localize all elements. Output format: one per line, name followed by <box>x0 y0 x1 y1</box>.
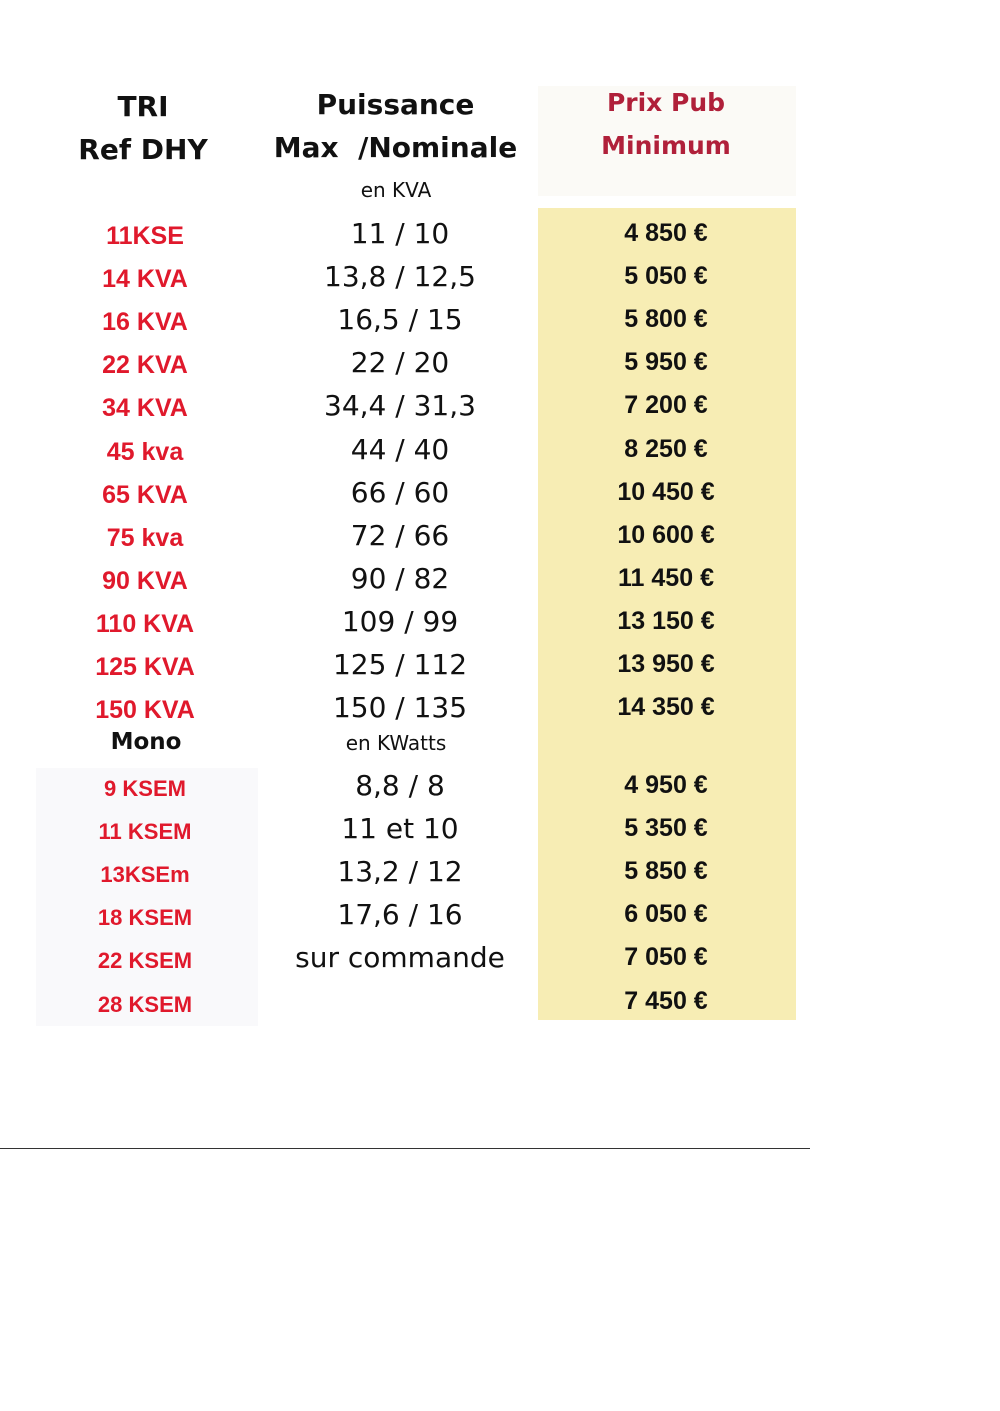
table-row <box>0 474 1000 517</box>
row-ref: 90 KVA <box>102 566 188 595</box>
table-row <box>0 767 1000 810</box>
row-ref: 45 kva <box>106 437 184 466</box>
row-price: 5 850 € <box>624 857 708 886</box>
header-ref-line1: TRI <box>117 90 169 123</box>
row-price: 13 150 € <box>617 606 715 635</box>
table-row <box>0 301 1000 344</box>
table-row <box>0 258 1000 301</box>
table-row <box>0 517 1000 560</box>
mono-unit-label: en KWatts <box>345 731 447 755</box>
row-price: 7 450 € <box>624 986 708 1015</box>
row-ref: 28 KSEM <box>97 991 193 1017</box>
row-power: 17,6 / 16 <box>337 898 463 932</box>
row-power: 22 / 20 <box>350 346 450 380</box>
row-ref: 125 KVA <box>95 653 195 681</box>
row-price: 5 800 € <box>624 305 708 334</box>
column-header-price <box>560 81 772 167</box>
row-power: 72 / 66 <box>350 518 450 552</box>
row-price: 14 350 € <box>617 693 715 722</box>
row-price: 7 050 € <box>624 943 708 972</box>
row-price: 11 450 € <box>618 563 714 592</box>
bottom-rule <box>0 1148 810 1149</box>
row-price: 4 850 € <box>624 219 708 247</box>
row-power: 66 / 60 <box>350 475 450 509</box>
row-power: 8,8 / 8 <box>355 769 445 802</box>
row-price: 13 950 € <box>617 650 715 678</box>
table-row <box>0 387 1000 430</box>
table-row <box>0 344 1000 387</box>
row-price: 5 050 € <box>624 262 708 291</box>
row-ref: 75 kva <box>106 523 184 552</box>
column-header-power <box>258 83 533 169</box>
table-row <box>0 896 1000 939</box>
row-ref: 16 KVA <box>102 308 188 337</box>
row-power: 90 / 82 <box>350 561 450 595</box>
row-power: 150 / 135 <box>332 691 468 725</box>
header-ref-line2: Ref DHY <box>78 133 208 166</box>
row-price: 6 050 € <box>624 900 708 929</box>
row-ref: 11 KSEM <box>98 819 192 845</box>
row-ref: 22 KSEM <box>97 948 193 974</box>
row-power: sur commande <box>295 941 505 975</box>
row-power: 11 / 10 <box>350 217 450 250</box>
header-power-line2: Max /Nominale <box>273 131 518 164</box>
table-row <box>0 810 1000 853</box>
row-ref: 14 KVA <box>102 265 188 294</box>
table-row <box>0 215 1000 258</box>
row-power: 11 et 10 <box>341 812 459 846</box>
table-row <box>0 983 1000 1026</box>
row-ref: 110 KVA <box>95 609 195 638</box>
header-price-line1: Prix Pub <box>606 88 726 117</box>
row-power: 16,5 / 15 <box>337 303 463 337</box>
row-price: 10 450 € <box>617 477 715 506</box>
header-power-line1: Puissance <box>316 88 475 121</box>
row-power: 125 / 112 <box>332 648 468 681</box>
table-row <box>0 603 1000 646</box>
row-ref: 18 KSEM <box>97 905 193 931</box>
row-power: 34,4 / 31,3 <box>324 389 476 423</box>
mono-section-label: Mono <box>110 729 182 755</box>
row-price: 8 250 € <box>624 434 708 463</box>
row-power: 44 / 40 <box>350 432 450 466</box>
table-row <box>0 560 1000 603</box>
row-price: 10 600 € <box>617 520 715 549</box>
column-header-ref <box>50 85 236 171</box>
row-ref: 22 KVA <box>102 351 188 380</box>
table-row <box>0 939 1000 982</box>
row-ref: 9 KSEM <box>104 776 186 801</box>
row-power: 109 / 99 <box>341 604 459 638</box>
table-row <box>0 689 1000 732</box>
row-price: 4 950 € <box>624 771 708 799</box>
table-row <box>0 853 1000 896</box>
row-ref: 65 KVA <box>102 480 188 509</box>
row-power: 13,2 / 12 <box>337 855 463 889</box>
row-price: 7 200 € <box>624 391 708 420</box>
row-power: 13,8 / 12,5 <box>324 260 476 294</box>
row-price: 5 950 € <box>624 348 708 377</box>
table-row <box>0 646 1000 689</box>
row-price: 5 350 € <box>624 814 708 843</box>
row-ref: 13KSEm <box>100 862 190 888</box>
row-ref: 150 KVA <box>95 696 195 725</box>
table-row <box>0 431 1000 474</box>
header-price-line2: Minimum <box>601 131 731 160</box>
tri-unit-label: en KVA <box>360 178 432 202</box>
row-ref: 34 KVA <box>102 394 188 423</box>
row-ref: 11KSE <box>106 222 184 250</box>
